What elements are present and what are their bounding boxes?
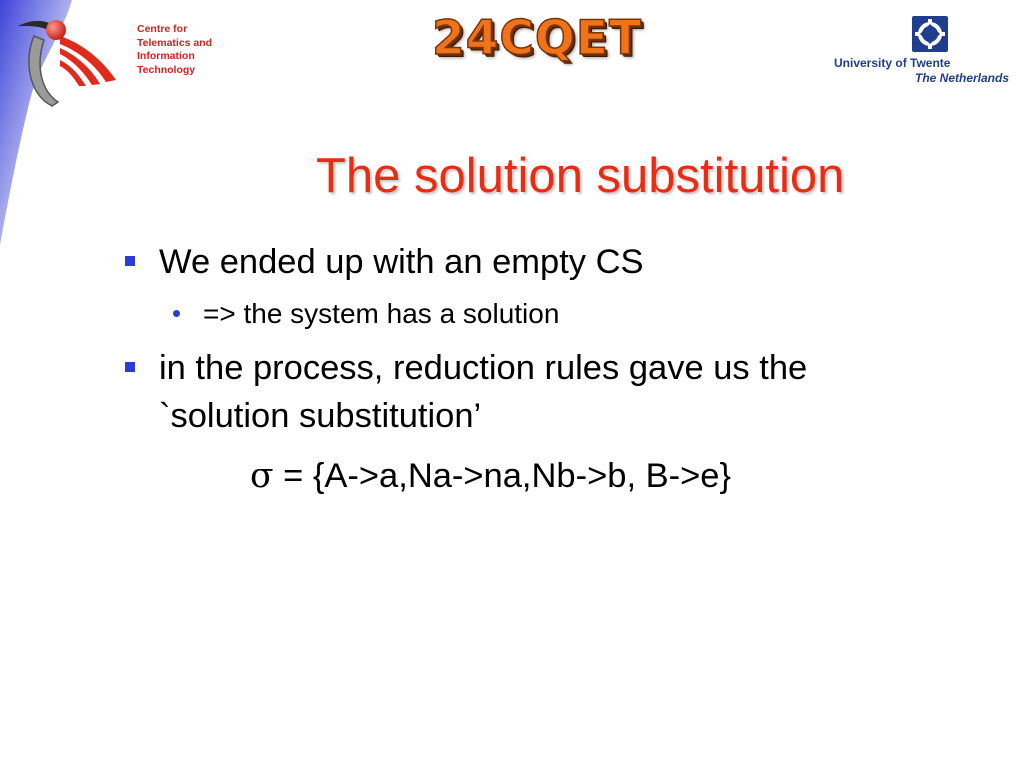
institute-line: Centre for: [137, 23, 188, 35]
sub-bullet-text: => the system has a solution: [203, 298, 560, 329]
university-country: The Netherlands: [915, 71, 1010, 85]
institute-name: [137, 23, 212, 77]
square-bullet-icon: [125, 362, 135, 372]
slide-title: The solution substitution: [316, 149, 845, 203]
university-twente-logo-icon: [912, 16, 948, 52]
ctit-logo-icon: [14, 14, 120, 110]
event-logo: 24CQET: [432, 11, 643, 66]
substitution-formula: [250, 452, 731, 500]
institute-line: Technology: [137, 63, 196, 76]
institute-line: Telematics and: [137, 36, 213, 49]
bullet-text: We ended up with an empty CS: [159, 243, 644, 281]
institute-line: Information: [137, 50, 195, 63]
university-name: University of Twente: [834, 56, 951, 70]
square-bullet-icon: [125, 256, 135, 266]
formula-expression: = {A->a,Na->na,Nb->b, B->e}: [273, 457, 731, 495]
bullet-text: in the process, reduction rules gave us the `solution substitution’: [159, 349, 808, 435]
round-bullet-icon: [173, 310, 180, 317]
sigma-symbol: σ: [250, 456, 274, 496]
